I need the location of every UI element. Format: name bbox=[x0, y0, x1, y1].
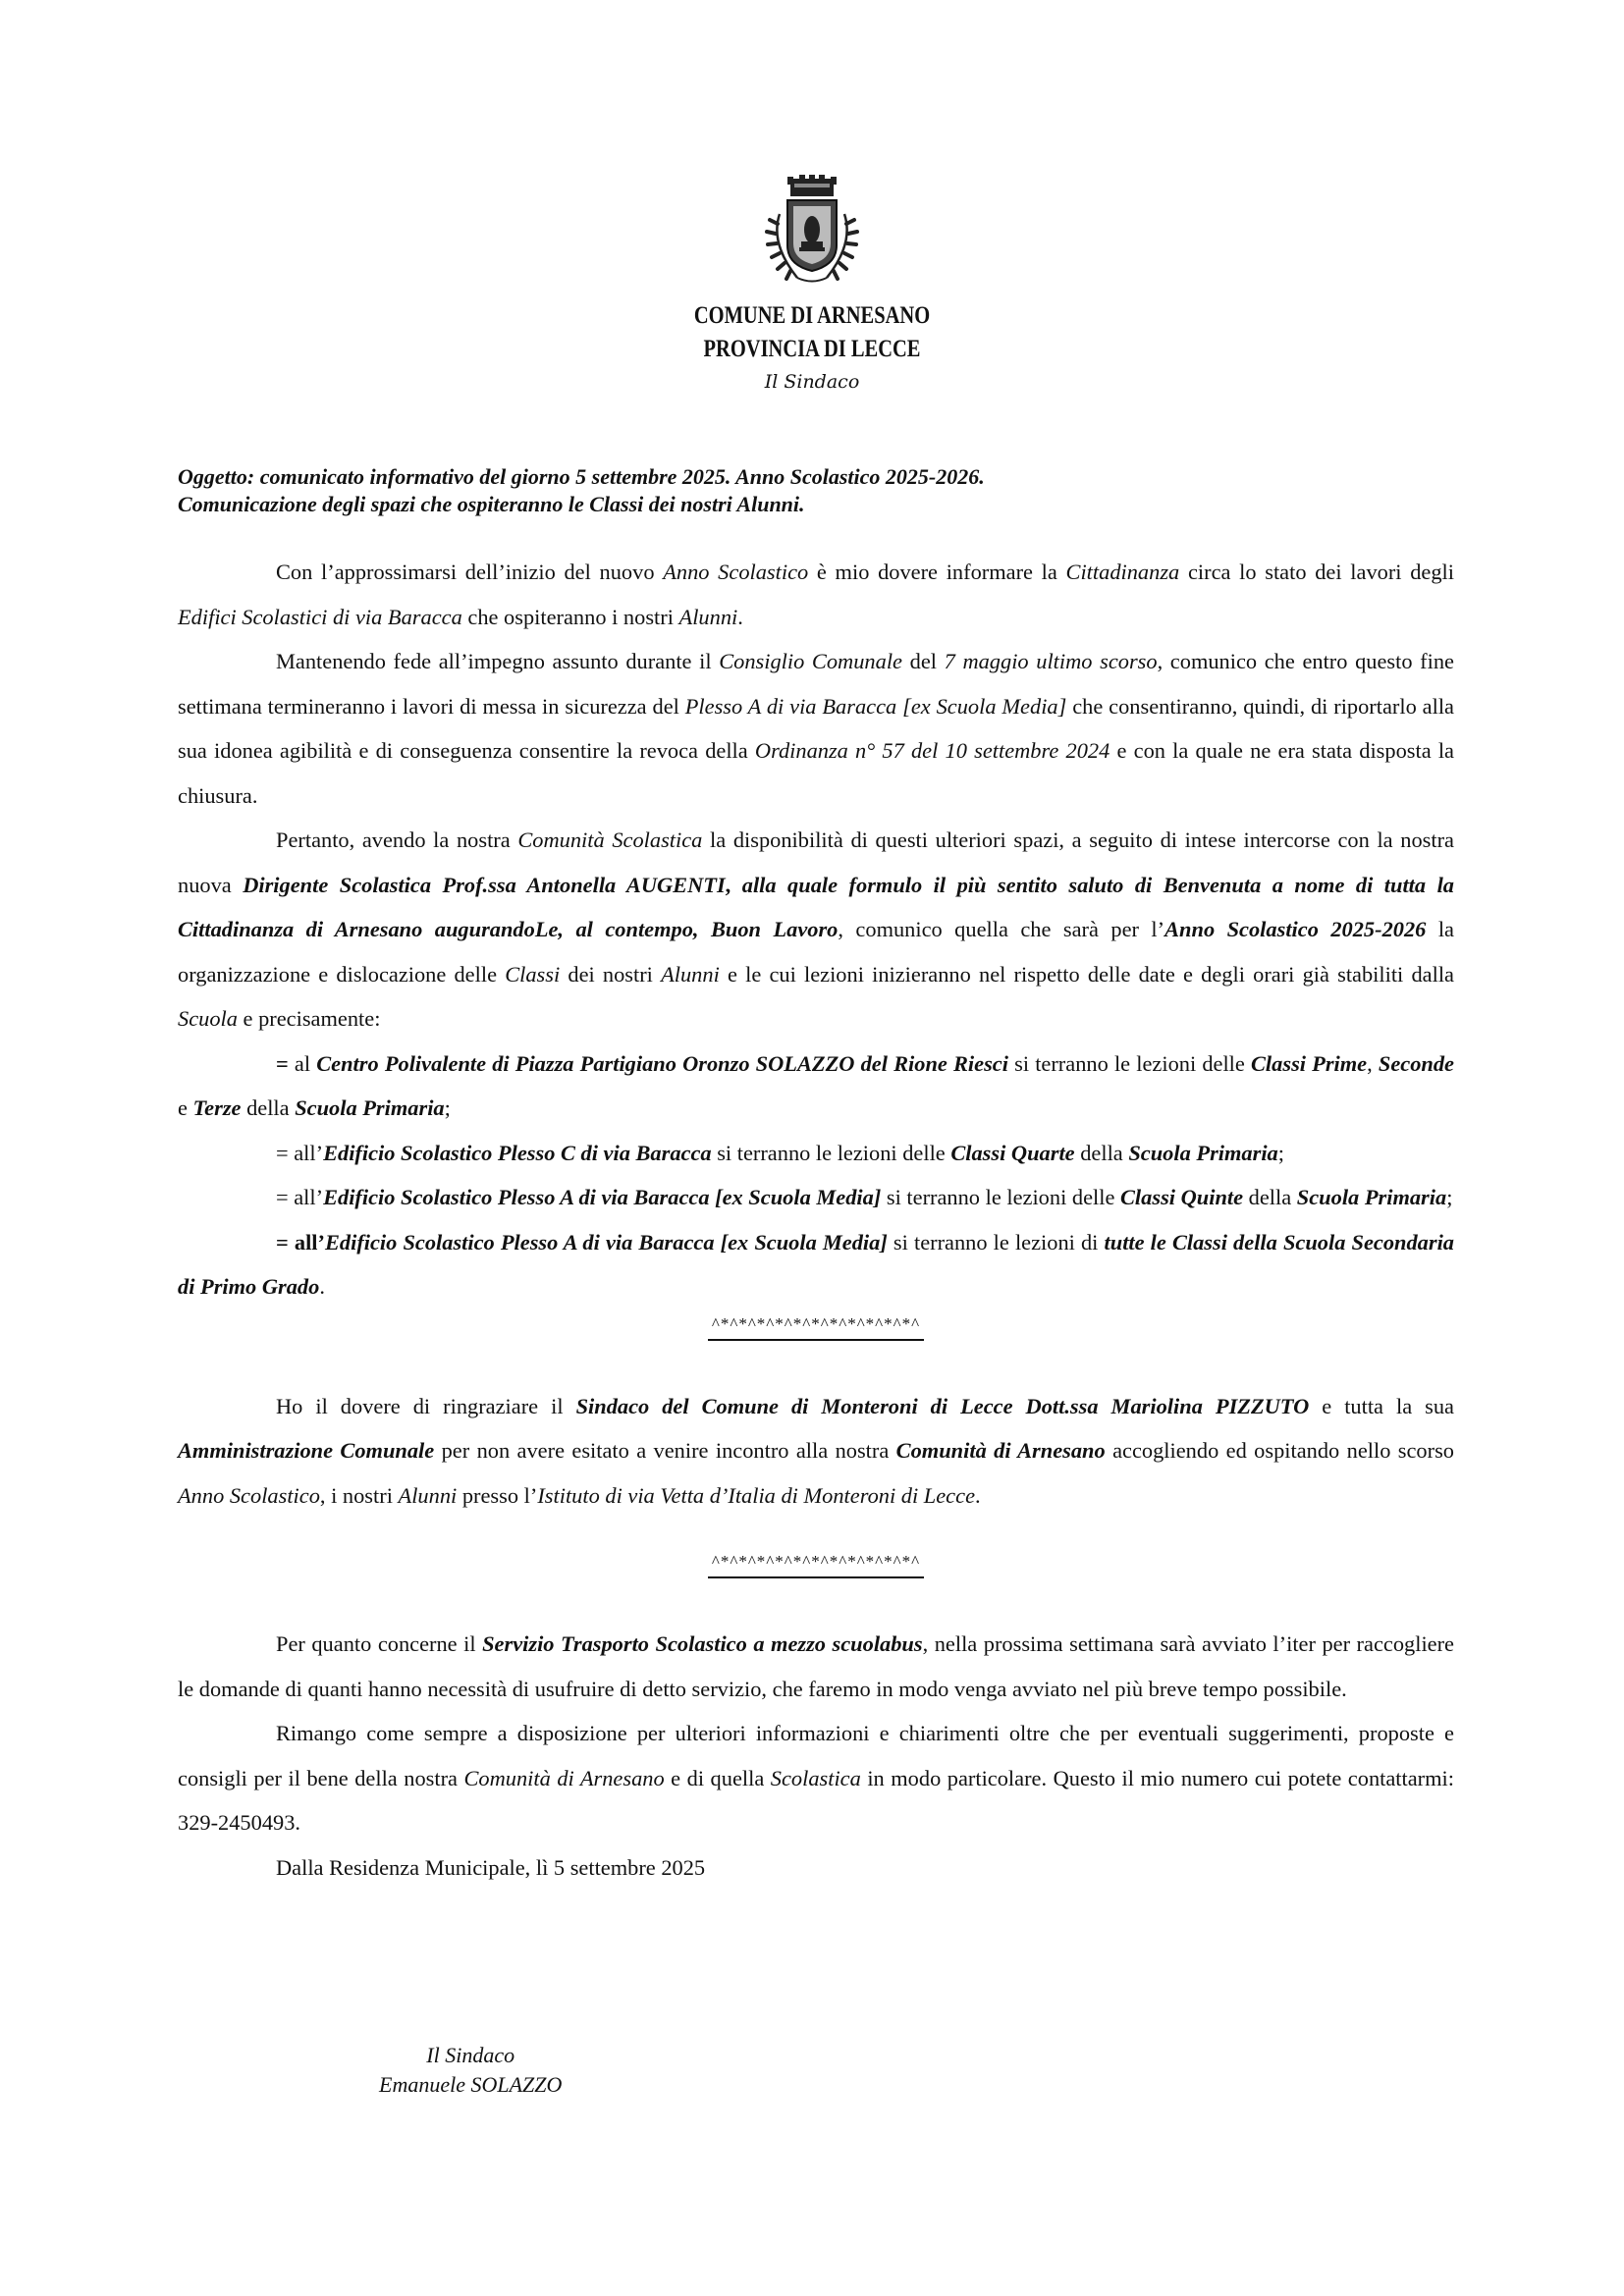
text: accogliendo ed ospitando nello scorso bbox=[1105, 1438, 1454, 1463]
text: = bbox=[276, 1050, 295, 1076]
text: , bbox=[725, 872, 742, 897]
text: Istituto di via Vetta d’Italia di Monteroni di Lecce bbox=[537, 1482, 976, 1508]
text: , i nostri bbox=[319, 1482, 399, 1508]
text: ; bbox=[1277, 1140, 1284, 1165]
text: e bbox=[178, 1095, 193, 1120]
paragraph-contact bbox=[178, 1711, 1454, 1845]
signature-role: Il Sindaco bbox=[426, 2043, 515, 2067]
text: della bbox=[1074, 1140, 1129, 1165]
date-line: Dalla Residenza Municipale, lì 5 settembre 2025 bbox=[276, 1854, 706, 1880]
text: della bbox=[241, 1095, 296, 1120]
text: , bbox=[1367, 1050, 1379, 1076]
text: Edifici Scolastici di via Baracca bbox=[178, 604, 462, 629]
text: Classi Quinte bbox=[1120, 1185, 1244, 1209]
subject-line-1: Oggetto: comunicato informativo del giorno 5 settembre 2025. Anno Scolastico 2025-2026. bbox=[178, 464, 985, 489]
text: Dirigente Scolastica Prof.ssa Antonella AUGENTI bbox=[243, 872, 726, 897]
text: Edificio Scolastico Plesso A di via Baracca [ex Scuola Media] bbox=[324, 1229, 888, 1255]
text: si terranno le lezioni delle bbox=[711, 1140, 951, 1165]
text: al bbox=[294, 1050, 317, 1076]
spacer bbox=[178, 1578, 1454, 1622]
text: = all’ bbox=[276, 1185, 324, 1209]
municipality-name: COMUNE DI ARNESANO bbox=[693, 302, 931, 329]
text: dei nostri bbox=[560, 961, 662, 987]
text: Anno Scolastico bbox=[178, 1482, 320, 1508]
text: per non avere esitato a venire incontro alla nostra bbox=[434, 1438, 896, 1463]
subject-line-2: Comunicazione degli spazi che ospiteranno le Classi dei nostri Alunni. bbox=[178, 492, 805, 516]
text: . bbox=[975, 1482, 981, 1508]
text: è mio dovere informare la bbox=[808, 560, 1066, 584]
text: Alunni bbox=[678, 604, 738, 629]
text: e di quella bbox=[664, 1765, 771, 1790]
spacer bbox=[178, 1341, 1454, 1384]
text: Cittadinanza bbox=[1065, 560, 1180, 584]
text: circa lo stato dei lavori degli bbox=[1179, 560, 1454, 584]
text: Scuola Primaria bbox=[1128, 1140, 1278, 1165]
separator-text: ^*^*^*^*^*^*^*^*^*^*^*^ bbox=[708, 1309, 924, 1341]
text: Comunità Scolastica bbox=[517, 828, 703, 852]
text: Anno Scolastico 2025-2026 bbox=[1164, 917, 1427, 941]
text: Consiglio Comunale bbox=[719, 649, 902, 673]
text: Plesso A di via Baracca [ex Scuola Media] bbox=[684, 693, 1067, 719]
text: Servizio Trasporto Scolastico a mezzo scuolabus bbox=[482, 1631, 923, 1656]
text: Amministrazione Comunale bbox=[178, 1438, 435, 1463]
text: Comunità di Arnesano bbox=[895, 1438, 1106, 1463]
list-item bbox=[178, 1131, 1454, 1176]
text: presso l’ bbox=[457, 1482, 538, 1508]
text: la disponibilità di questi ulteriori spazi, a seguito di intese intercorse con la nostra nuova bbox=[178, 828, 1454, 897]
signature-name: Emanuele SOLAZZO bbox=[379, 2072, 563, 2097]
text: Alunni bbox=[398, 1482, 458, 1508]
text: Scuola Primaria bbox=[295, 1095, 445, 1120]
list-item bbox=[178, 1220, 1454, 1309]
text: e precisamente: bbox=[237, 1006, 381, 1031]
text: Centro Polivalente di Piazza Partigiano Oronzo SOLAZZO del Rione Riesci bbox=[316, 1050, 1008, 1076]
text: che ospiteranno i nostri bbox=[461, 604, 679, 629]
text: Ho il dovere di ringraziare il bbox=[276, 1393, 576, 1418]
text: Classi bbox=[505, 961, 561, 987]
text: del bbox=[901, 649, 945, 673]
text: Mantenendo fede all’impegno assunto durante il bbox=[276, 649, 720, 673]
section-separator bbox=[178, 1309, 1454, 1341]
text: . bbox=[319, 1274, 325, 1299]
text: Con l’approssimarsi dell’inizio del nuovo bbox=[276, 560, 664, 584]
text: Anno Scolastico bbox=[663, 560, 809, 584]
spacer bbox=[178, 1518, 1454, 1547]
text: si terranno le lezioni delle bbox=[881, 1185, 1120, 1209]
separator-text: ^*^*^*^*^*^*^*^*^*^*^*^ bbox=[708, 1547, 924, 1578]
text: Ordinanza n° 57 del 10 settembre 2024 bbox=[754, 738, 1110, 763]
text: Scuola bbox=[178, 1006, 238, 1031]
paragraph-organization bbox=[178, 818, 1454, 1041]
section-separator bbox=[178, 1547, 1454, 1578]
province-name: PROVINCIA DI LECCE bbox=[703, 336, 921, 362]
text: si terranno le lezioni di bbox=[887, 1229, 1105, 1255]
text: si terranno le lezioni delle bbox=[1007, 1050, 1251, 1076]
text: della bbox=[1243, 1185, 1297, 1209]
text: Pertanto, avendo la nostra bbox=[276, 828, 518, 852]
text: , comunico che entro questo fine settimana termineranno i lavori di messa in sicurezza del bbox=[178, 649, 1454, 719]
text: e le cui lezioni inizieranno nel rispetto delle date e degli orari già stabiliti dalla bbox=[719, 961, 1454, 987]
text: Edificio Scolastico Plesso A di via Baracca [ex Scuola Media] bbox=[323, 1185, 882, 1209]
letterhead-role: Il Sindaco bbox=[764, 371, 860, 393]
text: alla quale formulo il più sentito saluto di Benvenuta a nome di tutta la Cittadinanza di Arnesano augurandoLe, al contempo, Buon Lavoro bbox=[178, 872, 1454, 941]
paragraph-transport bbox=[178, 1622, 1454, 1711]
paragraph-thanks bbox=[178, 1384, 1454, 1519]
text: Terze bbox=[192, 1095, 242, 1120]
text: Sindaco del Comune di Monteroni di Lecce Dott.ssa Mariolina PIZZUTO bbox=[575, 1393, 1310, 1418]
text: ; bbox=[444, 1095, 451, 1120]
text: Edificio Scolastico Plesso C di via Baracca bbox=[323, 1140, 712, 1165]
list-item bbox=[178, 1041, 1454, 1131]
text: , comunico quella che sarà per l’ bbox=[838, 917, 1165, 941]
subject-block bbox=[178, 463, 1464, 518]
text: ; bbox=[1446, 1185, 1453, 1209]
text: che consentiranno, quindi, di riportarlo alla sua idonea agibilità e di conseguenza consentire la revoca della bbox=[178, 693, 1454, 763]
text: . bbox=[737, 604, 743, 629]
text: Scuola Primaria bbox=[1296, 1185, 1447, 1209]
text: e tutta la sua bbox=[1309, 1393, 1454, 1418]
coat-of-arms-icon bbox=[758, 175, 866, 293]
letter-body bbox=[178, 550, 1454, 1890]
paragraph-intro bbox=[178, 550, 1454, 639]
text: Comunità di Arnesano bbox=[463, 1765, 665, 1790]
text: la organizzazione e dislocazione delle bbox=[178, 917, 1454, 987]
text: Alunni bbox=[661, 961, 720, 987]
paragraph-works bbox=[178, 639, 1454, 818]
text: = all’ bbox=[276, 1140, 324, 1165]
text: Classi Prime bbox=[1251, 1050, 1368, 1076]
text: Scolastica bbox=[770, 1765, 861, 1790]
text: 7 maggio ultimo scorso bbox=[944, 649, 1158, 673]
text: Seconde bbox=[1378, 1050, 1454, 1076]
text: Classi Quarte bbox=[950, 1140, 1075, 1165]
text: , nella prossima settimana sarà avviato l’iter per raccogliere le domande di quanti hanno necessità di usufruire di detto servizio, che faremo in modo venga avviato nel più breve tempo possibile. bbox=[178, 1631, 1454, 1701]
text: Rimango come sempre a disposizione per ulteriori informazioni e chiarimenti oltre che per eventuali suggerimenti, proposte e consigli per il bene della nostra bbox=[178, 1721, 1454, 1790]
text: tutte le Classi della Scuola Secondaria di Primo Grado bbox=[178, 1229, 1455, 1299]
text: Per quanto concerne il bbox=[276, 1631, 483, 1656]
list-item bbox=[178, 1175, 1454, 1220]
text: in modo particolare. Questo il mio numero cui potete contattarmi: 329-2450493. bbox=[178, 1765, 1454, 1835]
text: = all’ bbox=[276, 1229, 325, 1255]
text: e con la quale ne era stata disposta la chiusura. bbox=[178, 738, 1454, 808]
signature-block bbox=[379, 2041, 562, 2100]
